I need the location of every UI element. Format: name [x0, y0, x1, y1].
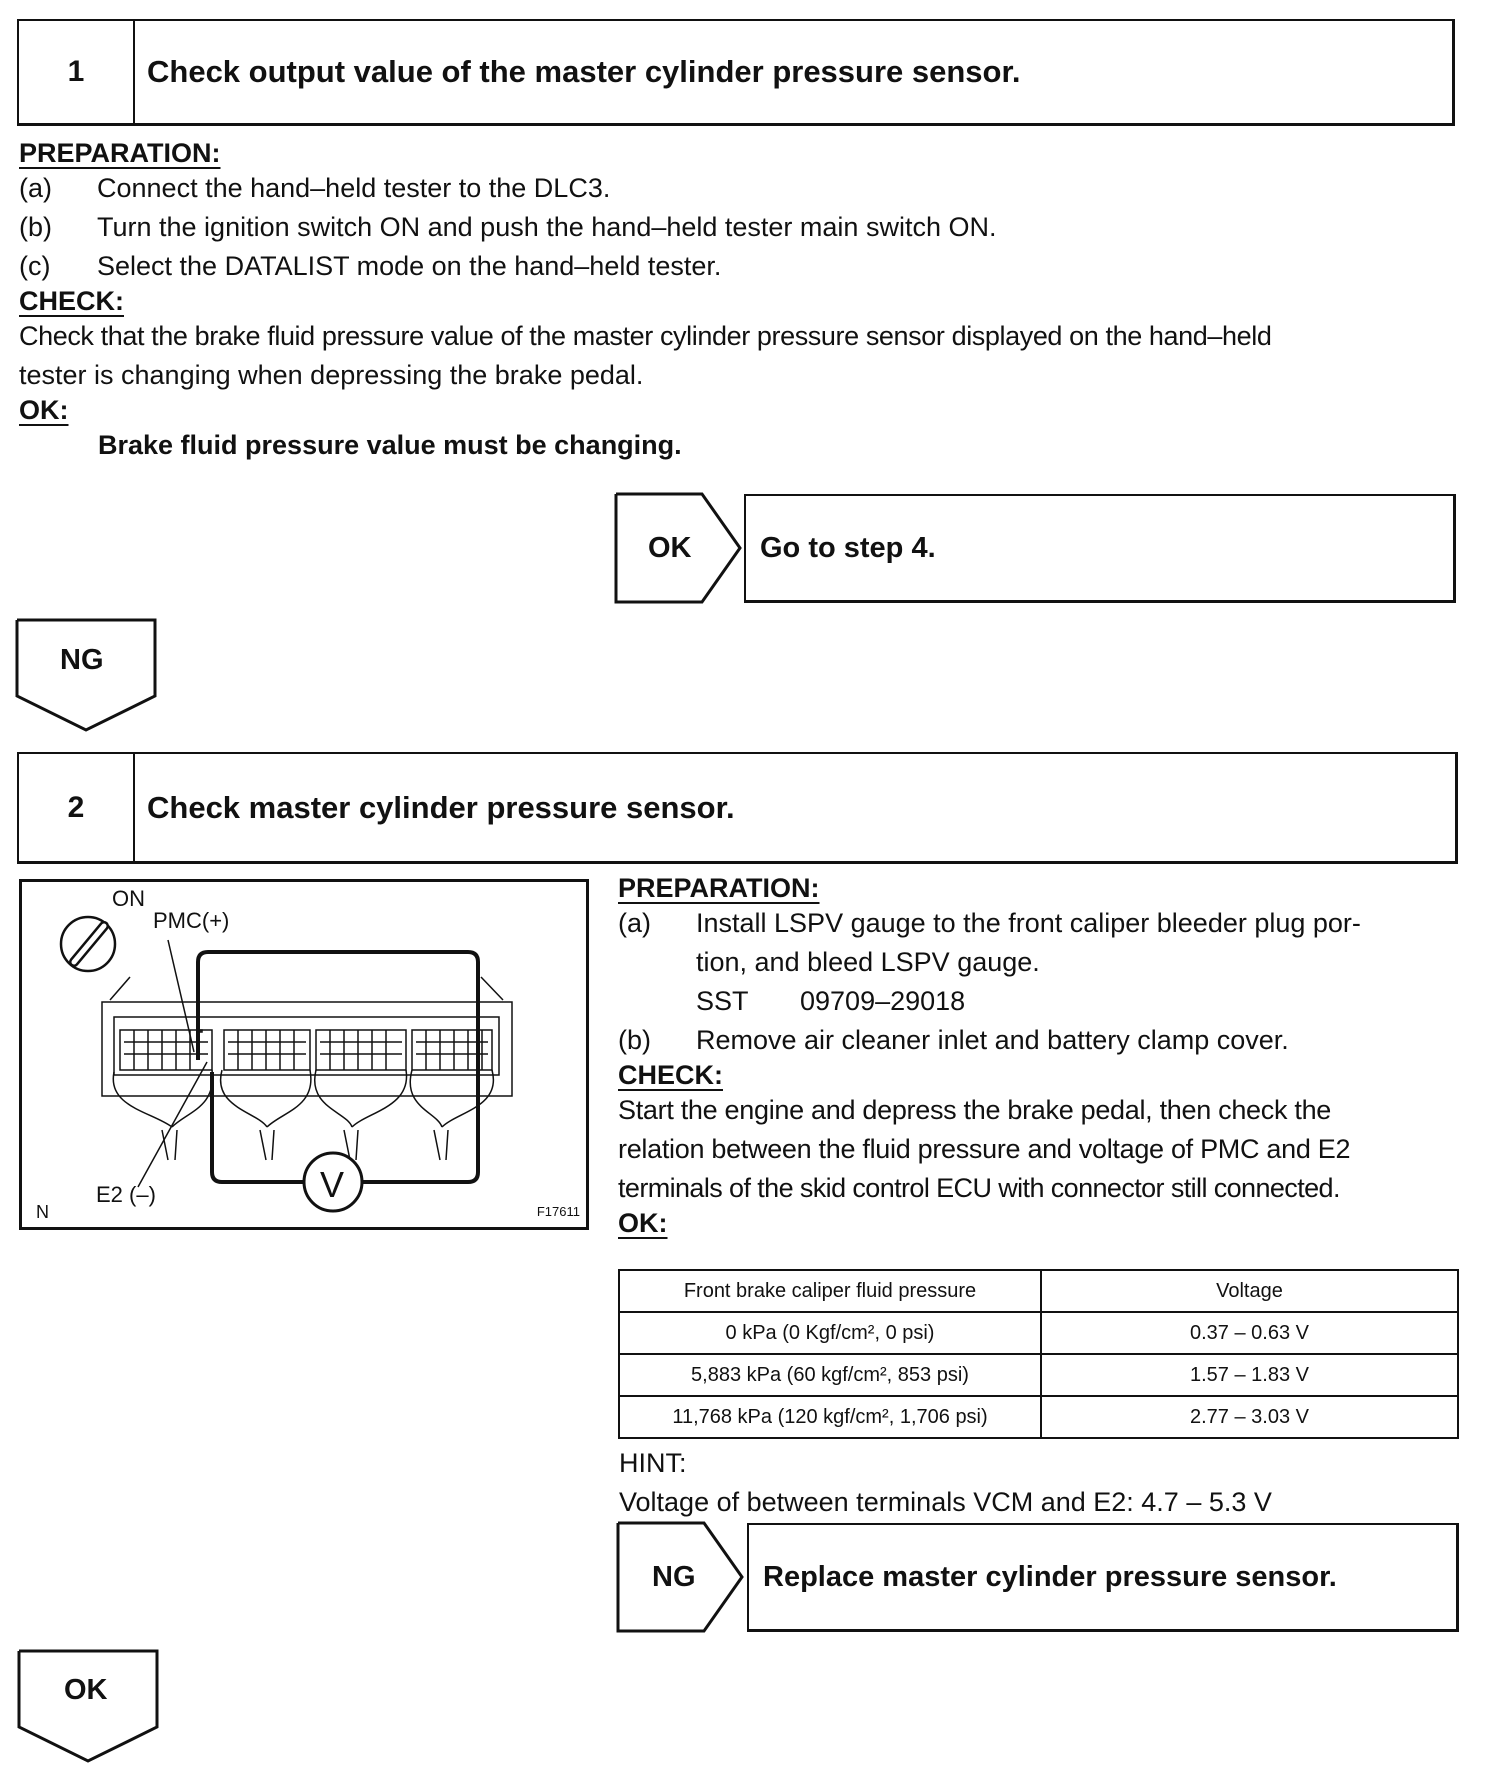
replace-sensor-action[interactable]: Replace master cylinder pressure sensor.: [747, 1523, 1459, 1632]
ng-label: NG: [652, 1561, 696, 1593]
figure-corner-mark: N: [36, 1202, 49, 1222]
step-1-body: [19, 138, 1271, 465]
prep-item: (c) Select the DATALIST mode on the hand–held tester.: [19, 251, 722, 281]
step-title: Check output value of the master cylinder pressure sensor.: [147, 54, 1021, 89]
e2-label: E2 (–): [96, 1182, 156, 1207]
wiring-figure: [19, 879, 589, 1230]
table-row: 11,768 kPa (120 kgf/cm², 1,706 psi) 2.77 – 3.03 V: [619, 1396, 1458, 1438]
check-text: tester is changing when depressing the brake pedal.: [19, 360, 644, 390]
ok-down-arrow: [17, 1649, 161, 1765]
check-heading: CHECK:: [618, 1060, 723, 1090]
table-header-row: Front brake caliper fluid pressure Voltage: [619, 1270, 1458, 1312]
pmc-label: PMC(+): [153, 908, 230, 933]
on-label: ON: [112, 886, 145, 911]
prep-item: (a) Connect the hand–held tester to the DLC3.: [19, 173, 611, 203]
step-number: 1: [19, 21, 135, 123]
voltmeter-label: V: [320, 1164, 345, 1205]
step-2-body: [618, 873, 1361, 1239]
prep-item: (b) Turn the ignition switch ON and push the hand–held tester main switch ON.: [19, 212, 997, 242]
ng-label: NG: [60, 644, 104, 676]
ecu-connector-diagram: [22, 882, 586, 1227]
check-text: terminals of the skid control ECU with connector still connected.: [618, 1173, 1340, 1203]
prep-item-cont: tion, and bleed LSPV gauge.: [696, 947, 1040, 977]
ok-label: OK: [648, 532, 692, 564]
step-title: Check master cylinder pressure sensor.: [147, 789, 735, 825]
check-heading: CHECK:: [19, 286, 124, 316]
prep-item: (a) Install LSPV gauge to the front caliper bleeder plug por-: [618, 908, 1361, 938]
figure-code: F17611: [536, 1204, 580, 1219]
check-text: relation between the fluid pressure and voltage of PMC and E2: [618, 1134, 1351, 1164]
ok-heading: OK:: [618, 1208, 668, 1238]
step-2-header: [17, 752, 1458, 864]
ok-heading: OK:: [19, 395, 69, 425]
go-to-step-4[interactable]: Go to step 4.: [744, 494, 1456, 603]
table-row: 5,883 kPa (60 kgf/cm², 853 psi) 1.57 – 1.83 V: [619, 1354, 1458, 1396]
check-text: Start the engine and depress the brake pedal, then check the: [618, 1095, 1332, 1125]
check-text: Check that the brake fluid pressure value of the master cylinder pressure sensor displayed on the hand–held: [19, 321, 1272, 351]
preparation-heading: PREPARATION:: [618, 873, 820, 903]
step-1-header: [17, 19, 1455, 126]
hint-heading: HINT:: [619, 1448, 687, 1478]
sst-line: SST 09709–29018: [696, 986, 966, 1016]
pressure-voltage-table: [618, 1269, 1459, 1439]
prep-item: (b) Remove air cleaner inlet and battery clamp cover.: [618, 1025, 1289, 1055]
preparation-heading: PREPARATION:: [19, 138, 221, 168]
step-number: 2: [19, 754, 135, 861]
ok-label: OK: [64, 1674, 108, 1706]
table-row: 0 kPa (0 Kgf/cm², 0 psi) 0.37 – 0.63 V: [619, 1312, 1458, 1354]
hint-text: Voltage of between terminals VCM and E2: 4.7 – 5.3 V: [619, 1487, 1272, 1517]
ok-criteria: Brake fluid pressure value must be changing.: [98, 430, 682, 460]
